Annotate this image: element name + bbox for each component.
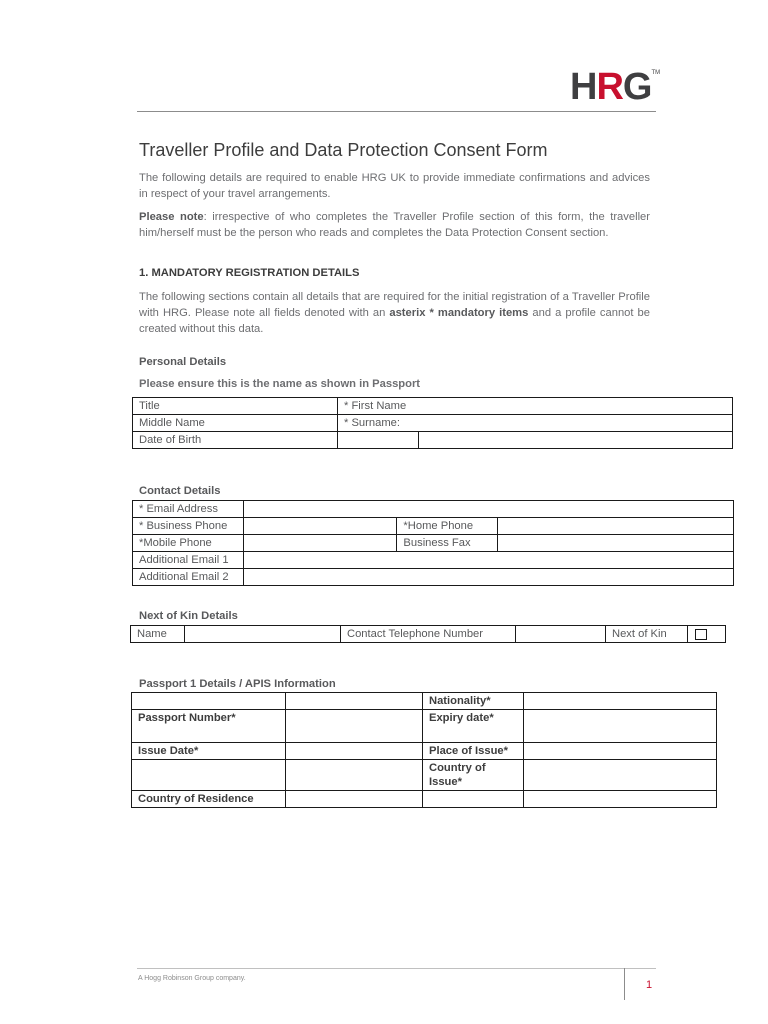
personal-details-table <box>132 397 733 449</box>
please-note-label: Please note <box>139 211 204 223</box>
footer-rule <box>137 968 656 969</box>
business-phone-field[interactable] <box>244 518 397 535</box>
dob-field-2[interactable] <box>419 432 733 449</box>
logo-letter-r: R <box>596 66 623 108</box>
table-row <box>133 518 734 535</box>
table-row <box>133 569 734 586</box>
next-of-kin-label: Next of Kin <box>606 626 688 643</box>
table-row <box>133 535 734 552</box>
expiry-date-field[interactable] <box>524 710 717 743</box>
country-of-issue-label <box>423 760 524 791</box>
page-number: 1 <box>646 979 653 991</box>
passport-details-heading: Passport 1 Details / APIS Information <box>139 678 336 690</box>
page-title: Traveller Profile and Data Protection Consent Form <box>139 140 548 160</box>
passport-name-note: Please ensure this is the name as shown in Passport <box>139 378 421 390</box>
table-row <box>133 415 733 432</box>
country-of-issue-line-2: Issue* <box>429 776 462 788</box>
title-label: Title <box>133 398 338 415</box>
business-fax-label: Business Fax <box>397 535 497 552</box>
nationality-label: Nationality* <box>423 693 524 710</box>
logo-letter-g: G <box>622 66 652 108</box>
section-heading-mandatory: 1. MANDATORY REGISTRATION DETAILS <box>139 267 360 279</box>
intro-paragraph: The following details are required to enable HRG UK to provide immediate confirmations and advices in respect of your travel arrangements. <box>139 172 650 200</box>
middle-name-label: Middle Name <box>133 415 338 432</box>
additional-email-2-field[interactable] <box>244 569 734 586</box>
table-row <box>132 710 717 743</box>
next-of-kin-checkbox[interactable] <box>695 629 707 640</box>
passport-blank-2[interactable] <box>286 693 423 710</box>
table-row <box>132 743 717 760</box>
passport-blank-1[interactable] <box>132 693 286 710</box>
next-of-kin-heading: Next of Kin Details <box>139 610 238 622</box>
business-fax-field[interactable] <box>497 535 733 552</box>
personal-details-heading: Personal Details <box>139 356 227 368</box>
nationality-field[interactable] <box>524 693 717 710</box>
country-of-residence-field[interactable] <box>286 791 423 808</box>
email-address-field[interactable] <box>244 501 734 518</box>
footer-company: A Hogg Robinson Group company. <box>138 975 246 982</box>
nok-name-label: Name <box>131 626 185 643</box>
nok-phone-field[interactable] <box>516 626 606 643</box>
country-of-issue-field[interactable] <box>524 760 717 791</box>
contact-details-table <box>132 500 734 586</box>
issue-date-label: Issue Date* <box>132 743 286 760</box>
mobile-phone-field[interactable] <box>244 535 397 552</box>
next-of-kin-checkbox-cell[interactable] <box>688 626 726 643</box>
dob-field-1[interactable] <box>338 432 419 449</box>
table-row <box>132 693 717 710</box>
table-row <box>133 398 733 415</box>
passport-blank-6[interactable] <box>524 791 717 808</box>
business-phone-label: * Business Phone <box>133 518 244 535</box>
table-row <box>133 432 733 449</box>
mandatory-text-b: and a profile cannot be created without this data. <box>139 307 650 335</box>
contact-details-heading: Contact Details <box>139 485 221 497</box>
logo-letter-h: H <box>570 66 597 108</box>
date-of-birth-label: Date of Birth <box>133 432 338 449</box>
hrg-logo <box>570 68 660 106</box>
table-row <box>132 791 717 808</box>
country-of-issue-line-1: Country of <box>429 762 486 774</box>
logo-trademark: TM <box>651 70 661 76</box>
table-row <box>132 760 717 791</box>
footer-divider <box>624 968 625 1000</box>
nok-phone-label: Contact Telephone Number <box>341 626 516 643</box>
home-phone-label: *Home Phone <box>397 518 497 535</box>
please-note-paragraph <box>139 209 650 241</box>
issue-date-field[interactable] <box>286 743 423 760</box>
nok-name-field[interactable] <box>185 626 341 643</box>
table-row <box>133 501 734 518</box>
place-of-issue-label: Place of Issue* <box>423 743 524 760</box>
passport-blank-5[interactable] <box>423 791 524 808</box>
home-phone-field[interactable] <box>497 518 733 535</box>
mandatory-text-a: The following sections contain all details that are required for the initial registration of a Traveller Profile with HRG. Please note all fields denoted with an <box>139 291 650 319</box>
please-note-text: : irrespective of who completes the Traveller Profile section of this form, the traveller him/herself must be the person who reads and completes the Data Protection Consent section. <box>139 211 650 239</box>
additional-email-2-label: Additional Email 2 <box>133 569 244 586</box>
table-row <box>133 552 734 569</box>
surname-label[interactable]: * Surname: <box>338 415 733 432</box>
header-rule <box>137 111 656 112</box>
passport-number-field[interactable] <box>286 710 423 743</box>
place-of-issue-field[interactable] <box>524 743 717 760</box>
next-of-kin-table <box>130 625 726 643</box>
mandatory-text-bold: asterix * mandatory items <box>389 307 529 319</box>
first-name-label[interactable]: * First Name <box>338 398 733 415</box>
additional-email-1-field[interactable] <box>244 552 734 569</box>
passport-blank-4[interactable] <box>286 760 423 791</box>
expiry-date-label: Expiry date* <box>423 710 524 743</box>
mandatory-paragraph <box>139 289 650 337</box>
mobile-phone-label: *Mobile Phone <box>133 535 244 552</box>
passport-blank-3[interactable] <box>132 760 286 791</box>
email-address-label: * Email Address <box>133 501 244 518</box>
additional-email-1-label: Additional Email 1 <box>133 552 244 569</box>
passport-details-table <box>131 692 717 808</box>
table-row <box>131 626 726 643</box>
country-of-residence-label: Country of Residence <box>132 791 286 808</box>
passport-number-label: Passport Number* <box>132 710 286 743</box>
